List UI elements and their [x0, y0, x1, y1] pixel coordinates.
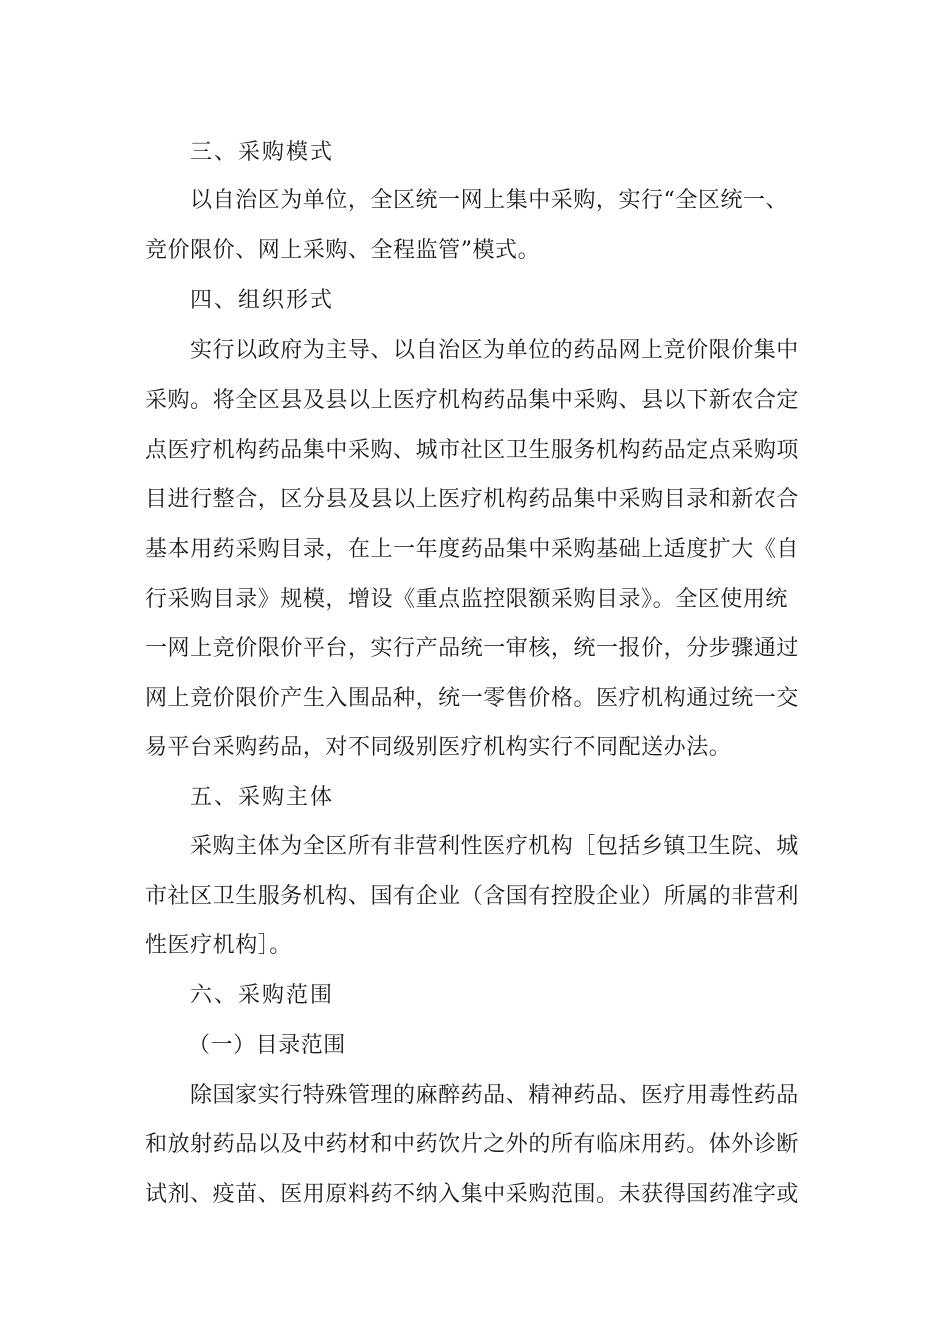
paragraph-line: 和放射药品以及中药材和中药饮片之外的所有临床用药。体外诊断	[145, 1132, 799, 1157]
paragraph-line: 点医疗机构药品集中采购、城市社区卫生服务机构药品定点采购项	[145, 438, 799, 463]
paragraph-line: 目进行整合，区分县及县以上医疗机构药品集中采购目录和新农合	[145, 487, 799, 512]
section-heading-purchaser: 五、采购主体	[190, 785, 335, 810]
section-heading-mode: 三、采购模式	[190, 140, 335, 165]
section-heading-organization: 四、组织形式	[190, 288, 335, 313]
paragraph-line: 竞价限价、网上采购、全程监管”模式。	[145, 238, 541, 263]
paragraph-line: 行采购目录》规模，增设《重点监控限额采购目录》。全区使用统	[145, 587, 788, 612]
paragraph-line: 网上竞价限价产生入围品种，统一零售价格。医疗机构通过统一交	[145, 686, 799, 711]
paragraph-line: 市社区卫生服务机构、国有企业（含国有控股企业）所属的非营利	[145, 884, 799, 909]
paragraph-line: 基本用药采购目录，在上一年度药品集中采购基础上适度扩大《自	[145, 537, 799, 562]
paragraph-line: 以自治区为单位，全区统一网上集中采购，实行“全区统一、	[190, 188, 789, 213]
paragraph-line: 一网上竞价限价平台，实行产品统一审核，统一报价，分步骤通过	[145, 636, 799, 661]
paragraph-line: 试剂、疫苗、医用原料药不纳入集中采购范围。未获得国药准字或	[145, 1182, 799, 1207]
paragraph-line: 易平台采购药品，对不同级别医疗机构实行不同配送办法。	[145, 735, 732, 760]
paragraph-line: 性医疗机构］。	[145, 933, 292, 958]
section-heading-scope: 六、采购范围	[190, 983, 335, 1008]
paragraph-line: 采购主体为全区所有非营利性医疗机构［包括乡镇卫生院、城	[190, 834, 799, 859]
paragraph-line: 实行以政府为主导、以自治区为单位的药品网上竞价限价集中	[190, 338, 799, 363]
paragraph-line: 采购。将全区县及县以上医疗机构药品集中采购、县以下新农合定	[145, 388, 799, 413]
paragraph-line: 除国家实行特殊管理的麻醉药品、精神药品、医疗用毒性药品	[190, 1083, 799, 1108]
subsection-heading-catalog: （一）目录范围	[188, 1033, 346, 1058]
